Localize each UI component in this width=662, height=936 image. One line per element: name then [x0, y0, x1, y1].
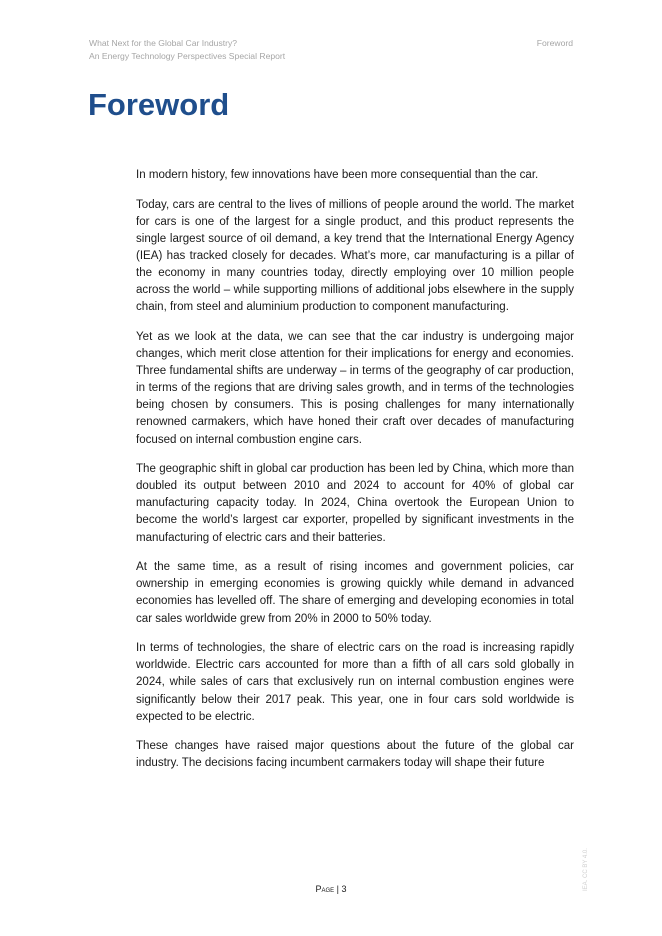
paragraph: In terms of technologies, the share of electric cars on the road is increasing rapidly worldwide. Electric cars accounted for more than a fifth of all cars sold globally in 2024, while sales of cars that exclusively run on internal combustion engines were significantly below their 2017 peak. This year, one in four cars sold worldwide is expected to be electric.: [136, 642, 574, 723]
page-title: Foreword: [88, 87, 230, 122]
paragraph: Today, cars are central to the lives of millions of people around the world. The market for cars is one of the largest for a single product, and this product represents the single largest source of oil demand, a key trend that the International Energy Agency (IEA) has tracked closely for decades. What’s more, car manufacturing is a pillar of the economy in many countries today, directly employing over 10 million people across the world – while supporting millions of additional jobs elsewhere in the supply chain, from steel and aluminium production to component manufacturing.: [136, 198, 574, 314]
page-number: 3: [341, 884, 347, 894]
license-mark: IEA. CC BY 4.0.: [583, 848, 589, 891]
section-name: Foreword: [536, 38, 573, 48]
report-title: What Next for the Global Car Industry?: [89, 38, 238, 48]
paragraph: These changes have raised major questions about the future of the global car industry. The decisions facing incumbent carmakers today will shape their future: [136, 740, 574, 770]
body-text: [136, 167, 574, 785]
report-subtitle: An Energy Technology Perspectives Special Report: [89, 51, 286, 61]
page-label: Page: [315, 884, 335, 894]
page-footer: [0, 884, 662, 894]
running-header-right: [537, 37, 573, 50]
paragraph: Yet as we look at the data, we can see that the car industry is undergoing major changes, which merit close attention for their implications for energy and economies. Three fundamental shifts are underway – in terms of the geography of car production, in terms of the regions that are driving sales growth, and in terms of the technologies being chosen by consumers. This is posing challenges for many internationally renowned carmakers, which have honed their craft over decades of manufacturing focused on internal combustion engine cars.: [136, 330, 574, 446]
paragraph: The geographic shift in global car production has been led by China, which more than doubled its output between 2010 and 2024 to account for 40% of global car manufacturing capacity today. In 2024, China overtook the European Union to become the world’s largest car exporter, propelled by significant investments in the manufacturing of electric cars and their batteries.: [136, 463, 574, 544]
paragraph: At the same time, as a result of rising incomes and government policies, car ownership in emerging economies is growing quickly while demand in advanced economies has levelled off. The share of emerging and developing economies in total car sales worldwide grew from 20% in 2000 to 50% today.: [136, 561, 574, 625]
page-separator: |: [336, 884, 339, 894]
running-header-left: [89, 37, 285, 63]
paragraph: In modern history, few innovations have been more consequential than the car.: [136, 169, 539, 181]
